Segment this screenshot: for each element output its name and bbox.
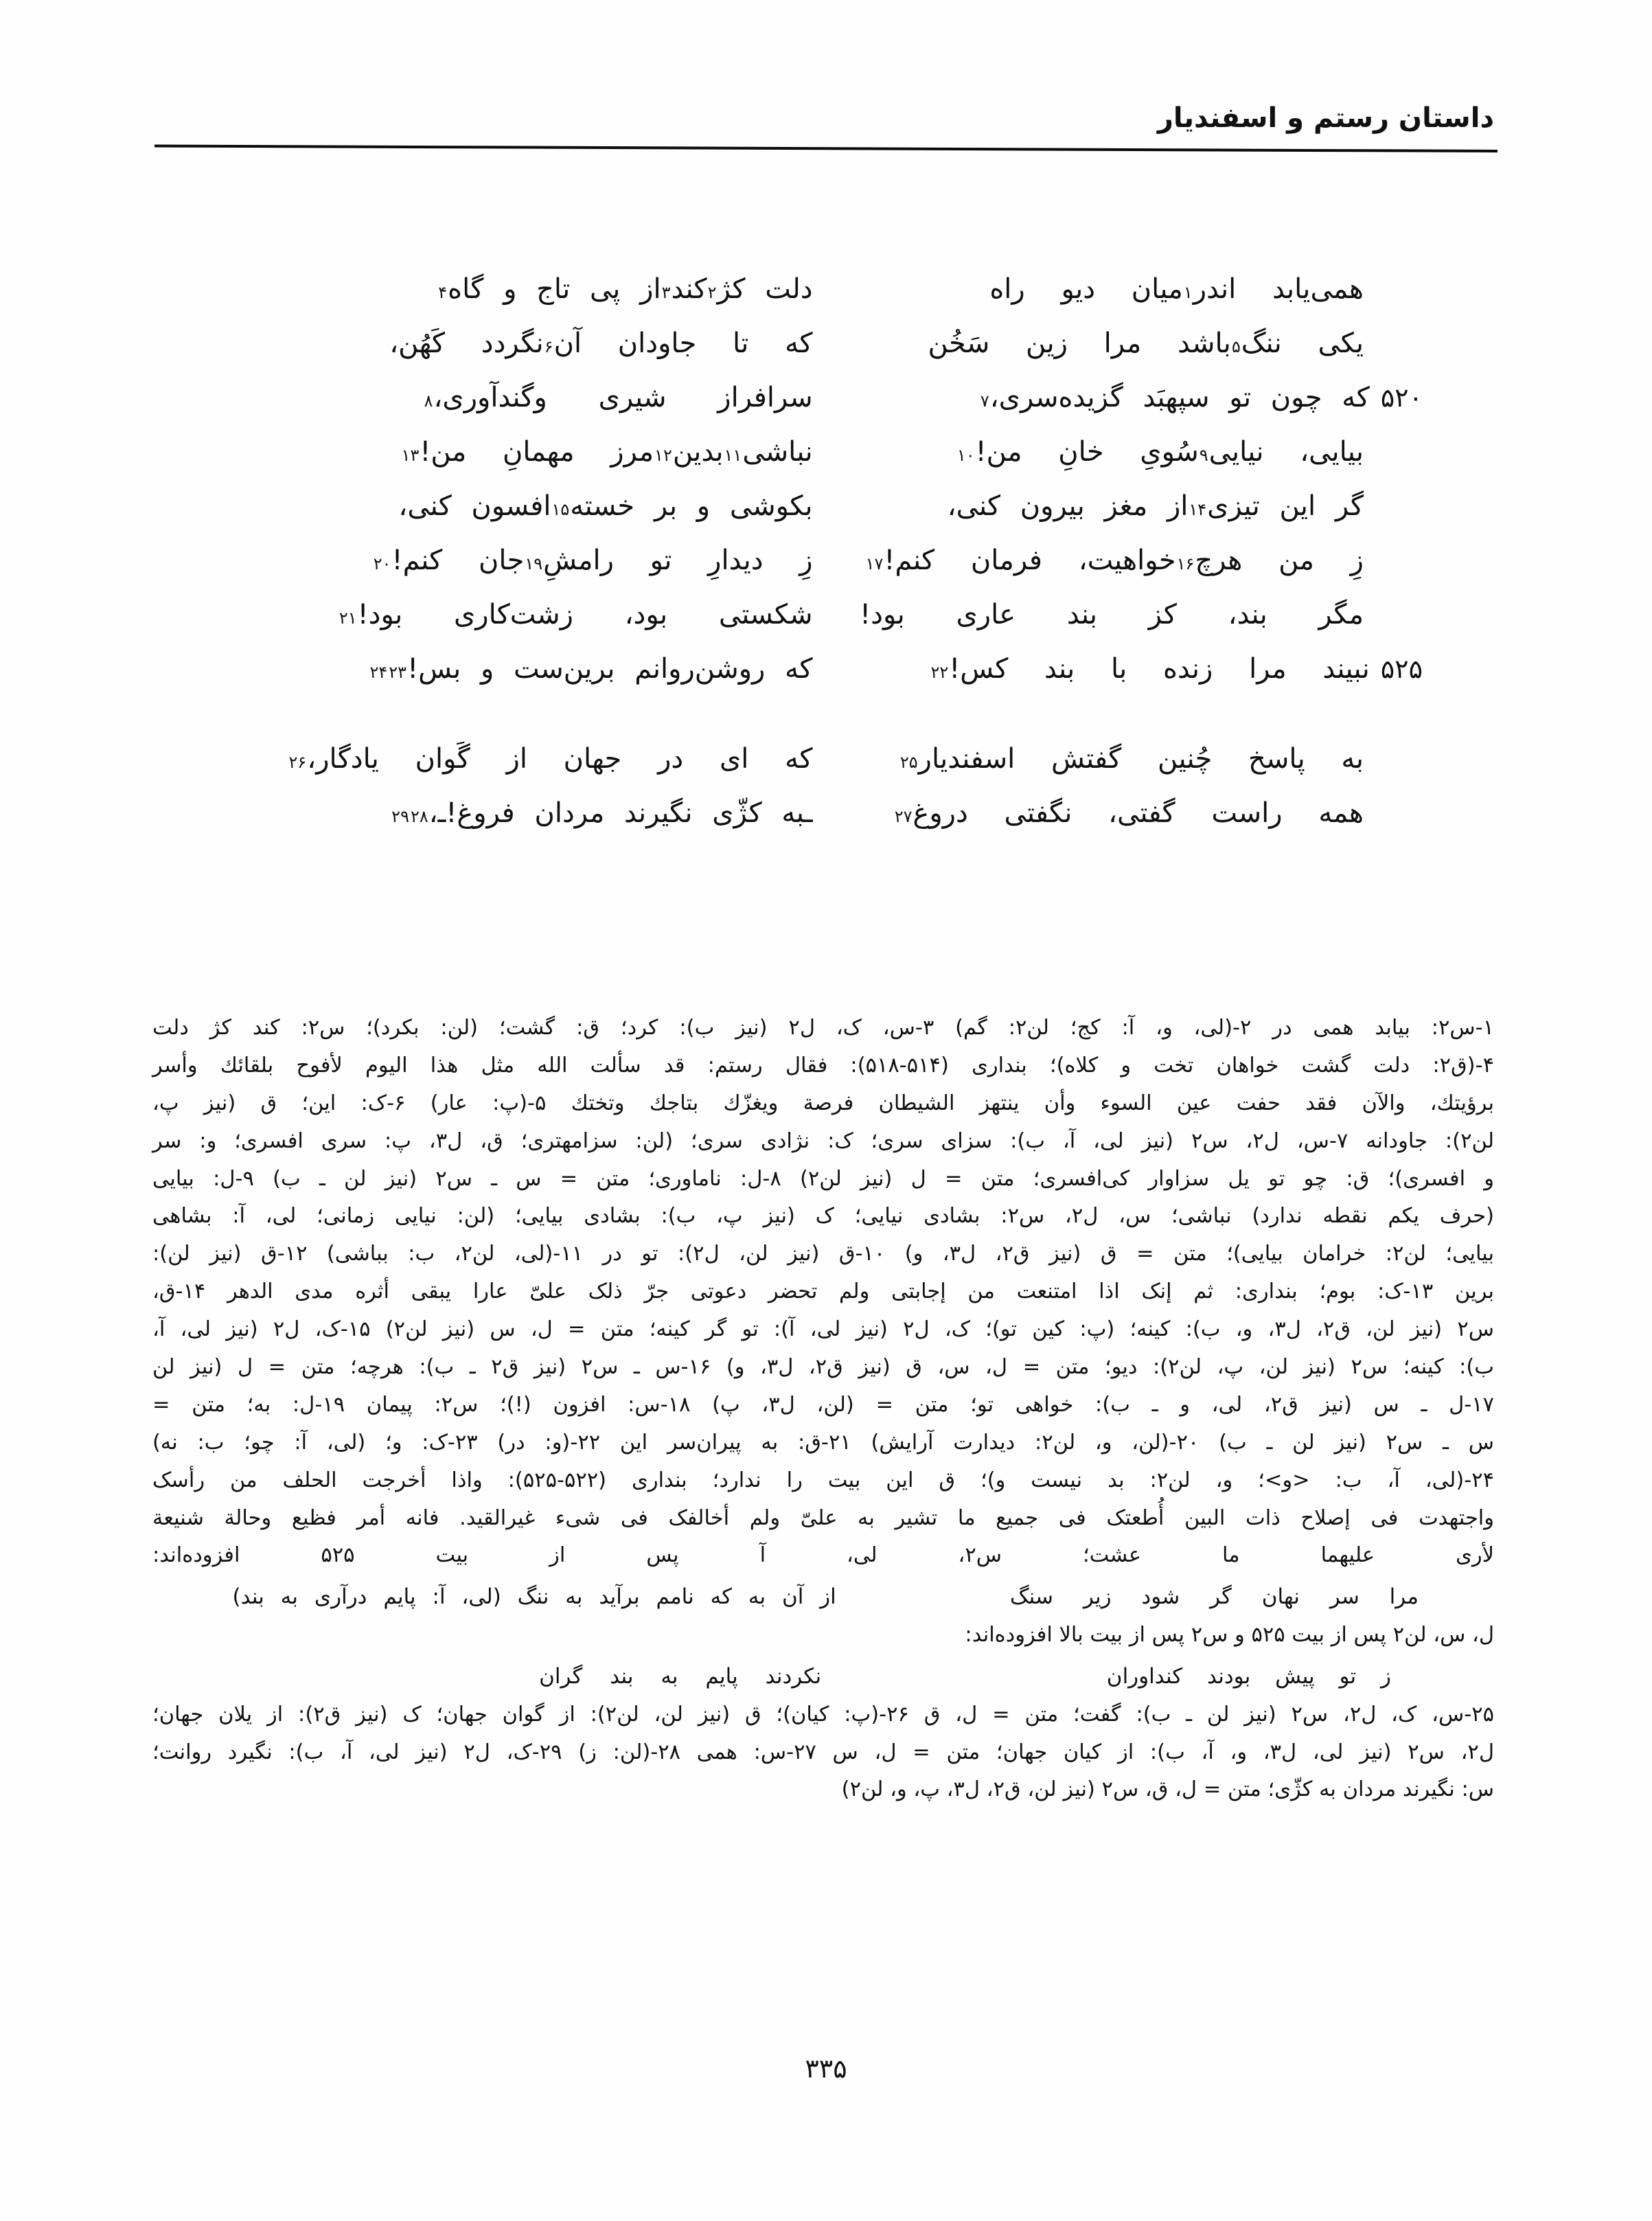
verse-line: [227, 485, 1425, 539]
apparatus-line: ۱-س۲: بیابد همی در ۲-(لی، و، آ: کج؛ لن۲: گم) ۳-س، ک، ل۲ (نیز ب): کرد؛ ق: گشت؛ (لن: بکرد)؛ س۲: کند کژ دلت: [152, 1016, 1495, 1040]
hemistich-left: [227, 431, 813, 473]
apparatus-line: س ـ س۲ (نیز لن ـ ب) ۲۰-(لن، و، لن۲: دیدارت آرایش) ۲۱-ق: به پیران‌سر این ۲۲-(و: در) ۲۳-ک: و؛ (لی، آ: چو؛ ب: نه): [152, 1430, 1494, 1455]
hemistich-right: [813, 738, 1425, 780]
verse-line: [227, 738, 1425, 792]
hemistich-text: یکی ننگ: [1241, 328, 1364, 359]
footnote-marker: ۷: [980, 391, 989, 411]
hemistich-text-mid: کند: [671, 273, 707, 305]
hemistich-text: ـبه کژّی نگیرند مردان فروغ!ـ،: [428, 797, 813, 829]
hemistich-right: [813, 539, 1425, 582]
hemistich-text: همه راست گفتی، نگفتی دروغ: [913, 797, 1364, 829]
verse-line: [227, 648, 1425, 702]
footnote-marker: ۱۹: [525, 554, 543, 573]
apparatus-line: بیایی؛ لن۲: خرامان بیایی)؛ متن = ق (نیز ق۲، ل۳، و) ۱۰-ق (نیز لن، ل۲): تو در ۱۱-(لی، لن۲، ب: بباشی) ۱۲-ق (نیز لن):: [152, 1242, 1494, 1266]
footnote-marker: ۱۶: [1176, 554, 1195, 573]
apparatus-line: ۲۴-(لی، آ، ب: <و>؛ و، لن۲: بد نیست و)؛ ق این بیت را ندارد؛ بنداری (۵۲۲-۵۲۵): واذا أخرجت الحلف من رأسک: [152, 1468, 1494, 1492]
verse-line: [227, 376, 1425, 431]
verse-line: [227, 268, 1425, 322]
hemistich-text: مگر بند، کز بند عاری بود!: [860, 599, 1364, 630]
footnote-marker: ۹: [1199, 446, 1208, 465]
apparatus-line: ب): کینه؛ س۲ (نیز لن، پ، لن۲): دیو؛ متن = ل، س، ق (نیز ق۲، ل۳، و) ۱۶-س ـ س۲ (نیز ق۲ ـ ب): هرچه؛ متن = ل (نیز لن: [152, 1355, 1494, 1380]
hemistich-text-tail: مرز مهمانِ من!: [420, 436, 654, 468]
footnote-marker: ۲۱: [339, 608, 357, 628]
apparatus-line: لأری علیهما ما عشت؛ س۲، لی، آ پس از بیت ۵۲۵ افزوده‌اند:: [152, 1543, 1494, 1568]
hemistich-right: [813, 431, 1425, 473]
hemistich-text-tail: از مغز بیرون کنی،: [947, 490, 1189, 522]
hemistich-text: شکستی بود، زشت‌کاری بود!: [357, 599, 813, 630]
hemistich-text: بکوشی و بر خسته: [570, 490, 813, 522]
footnote-marker: ۶: [544, 337, 553, 356]
critical-apparatus: [152, 1010, 1494, 1809]
apparatus-line: س۲ (نیز لن، ق۲، ل۳، و، ب): کینه؛ (پ: کین تو)؛ ک، ل۲ (نیز لی، آ): تو گر کینه؛ متن = ل، س (نیز لن۲) ۱۵-ک، ل۲ (نیز لی، آ،: [152, 1317, 1494, 1342]
apparatus-line: و افسری)؛ ق: چو تو یل سزاوار کی‌افسری؛ متن = ل (نیز لن۲) ۸-ل: ناماوری؛ متن = س ـ س۲ (نیز لن ـ ب) ۹-ل: بیایی: [152, 1166, 1494, 1191]
hemistich-text-tail: میان دیو راه: [989, 273, 1183, 305]
inset-hemistich-left: نکردند پایم به بند گران: [539, 1663, 822, 1689]
hemistich-left: [227, 322, 813, 365]
hemistich-right: [813, 648, 1425, 690]
inset-couplet: [152, 1659, 1494, 1695]
hemistich-text-mid: گندآوری،: [433, 382, 534, 413]
inset-hemistich-left: از آن به که نامم برآید به ننگ (لی، آ: پایم درآری به بند): [232, 1584, 836, 1610]
hemistich-right: [813, 376, 1425, 419]
footnote-marker: ۲۲: [930, 663, 949, 682]
hemistich-right: [813, 322, 1425, 365]
footnote-marker: ۱: [1183, 283, 1193, 302]
footnote-marker: ۱۷: [865, 554, 884, 573]
apparatus-line: برین ۱۳-ک: بوم؛ بنداری: ثم إنک اذا امتنعت من إجابتی ولم تحضر دعوتی جرّ ذلک علیّ عارا یبقی أثره مدی الدهر ۱۴-ق،: [152, 1279, 1495, 1304]
header-title: داستان رستم و اسفندیار: [1157, 102, 1494, 134]
apparatus-line: واجتهدت فی إصلاح ذات البین أُطعتک فی جمیع ما تشیر به علیّ ولم أخالفک فی شیء غیرالقید. فانه أمر فظیع وحالة شنیعة: [152, 1505, 1494, 1530]
apparatus-line: برؤيتك، والآن فقد حفت عين السوء وأن ينتهز الشيطان فرصة ويغزّك بتاجك وتختك ۵-(پ: عار) ۶-ک: این؛ ق (نیز پ،: [152, 1091, 1495, 1115]
verse-line: [227, 539, 1425, 593]
hemistich-text: دلت کژ: [717, 273, 813, 305]
verse-line: [227, 792, 1425, 846]
hemistich-right: [813, 485, 1425, 527]
footnote-marker: ۲۳: [389, 663, 407, 682]
hemistich-text-tail: خواهیت، فرمان کنم!: [884, 545, 1176, 576]
hemistich-text: بیایی، نیایی: [1208, 436, 1364, 468]
verse-number: ۵۲۵: [1380, 654, 1423, 684]
hemistich-text: که ای در جهان از گَوان یادگار،: [307, 743, 813, 775]
footnote-marker: ۲۶: [288, 753, 307, 772]
hemistich-left: [227, 593, 813, 636]
hemistich-left: [227, 792, 813, 834]
hemistich-left: [227, 485, 813, 527]
hemistich-left: [227, 738, 813, 780]
hemistich-text: که روشن‌روانم برین‌ست و بس!: [407, 653, 813, 685]
footnote-marker: ۵: [1231, 337, 1241, 356]
hemistich-text-mid: جان کنم!: [391, 545, 525, 576]
hemistich-left: [227, 376, 813, 419]
apparatus-line: ل، س، لن۲ پس از بیت ۵۲۵ و س۲ پس از بیت بالا افزوده‌اند:: [965, 1623, 1494, 1648]
footnote-marker: ۸: [424, 391, 433, 411]
hemistich-text: سرافراز شیری و: [534, 382, 813, 413]
hemistich-left: [227, 539, 813, 582]
apparatus-line: ۴-(ق۲: دلت گشت خواهان تخت و کلاه)؛ بنداری (۵۱۴-۵۱۸): فقال رستم: قد سألت الله مثل هذا اليوم لأفوح بلقائك وأسر: [152, 1053, 1494, 1078]
verse-line: [227, 322, 1425, 376]
inset-couplet: [152, 1579, 1494, 1615]
header-divider: [154, 144, 1498, 152]
hemistich-text: به پاسخ چُنین گفتش اسفندیار: [918, 743, 1364, 775]
page-number: ۳۳۵: [805, 2053, 847, 2084]
apparatus-paragraph: [152, 1617, 1494, 1654]
footnote-marker: ۱۳: [401, 446, 420, 465]
apparatus-line: ل۲، س۲ (نیز لی، ل۳، و، آ، ب): از کیان جهان؛ متن = ل، س ۲۷-س: همی ۲۸-(لن: ز) ۲۹-ک، ل۲ (نیز لی، آ، ب): نگیرد روانت؛: [152, 1740, 1494, 1764]
running-header: [154, 103, 1498, 179]
footnote-marker: ۲۷: [894, 807, 913, 826]
hemistich-right: [813, 593, 1425, 636]
hemistich-left: [227, 268, 813, 310]
hemistich-text: نبیند مرا زنده با بند کس!: [949, 653, 1370, 685]
footnote-marker: ۲۹: [391, 807, 409, 826]
hemistich-left: [227, 648, 813, 690]
footnote-marker: ۱۴: [1189, 500, 1207, 519]
apparatus-paragraph: [152, 1010, 1494, 1575]
apparatus-line: س: نگیرند مردان به کژّی؛ متن = ل، ق، س۲ (نیز لن، ق۲، ل۳، پ، و، لن۲): [841, 1777, 1494, 1802]
inset-hemistich-right: ز تو پیش بودند کنداوران: [1106, 1663, 1391, 1689]
footnote-marker: ۱۲: [654, 446, 672, 465]
footnote-marker: ۴: [438, 283, 448, 302]
hemistich-text: نباشی: [742, 436, 813, 468]
apparatus-line: (حرف یکم نقطه ندارد) نباشی؛ س، ل۲، س۲: بشادی نیایی؛ ک (نیز پ، ب): بشادی بیایی؛ (لن: نیایی زمانی؛ لی، آ: بشاهی: [152, 1204, 1494, 1229]
hemistich-text-tail: سُویِ خانِ من!: [975, 436, 1199, 468]
footnote-marker: ۱۱: [724, 446, 742, 465]
hemistich-right: [813, 268, 1425, 310]
footnote-marker: ۳: [661, 283, 671, 302]
hemistich-text: زِ دیدارِ تو رامشِ: [543, 545, 813, 576]
apparatus-paragraph: [152, 1696, 1494, 1810]
hemistich-text: که تا جاودان آن: [553, 328, 813, 359]
hemistich-text-tail: باشد مرا زین سَخُن: [928, 328, 1231, 359]
apparatus-line: لن۲): جاودانه ۷-س، ل۲، س۲ (نیز لی، آ، ب): سزای سری؛ ک: نژادی سری؛ (لن: سزامهتری؛ ق، ل۳، پ: سری افسری؛ و: سر: [152, 1128, 1494, 1153]
footnote-marker: ۲۸: [410, 807, 428, 826]
footnote-marker: ۲۵: [899, 753, 918, 772]
verse-line: [227, 593, 1425, 648]
verse-block: [227, 268, 1425, 846]
hemistich-text: همی‌یابد اندر: [1193, 273, 1364, 305]
footnote-marker: ۱۵: [551, 500, 570, 519]
hemistich-text-tail: از پی تاج و گاه: [448, 273, 661, 305]
apparatus-line: ۲۵-س، ک، ل۲، س۲ (نیز لن ـ ب): گفت؛ متن = ل، ق ۲۶-(پ: کیان)؛ ق (نیز لن، لن۲): از گوان جهان؛ ک (نیز ق۲): از یلان جهان؛: [152, 1702, 1495, 1727]
hemistich-text: گر این تیزی: [1207, 490, 1364, 522]
verse-number: ۵۲۰: [1380, 383, 1423, 413]
hemistich-text-mid: بدین: [672, 436, 724, 468]
apparatus-line: ۱۷-ل ـ س (نیز ق۲، لی، و ـ ب): خواهی تو؛ متن = (لن، ل۳، پ) ۱۸-س: افزون (!)؛ س۲: پیمان ۱۹-ل: به؛ متن =: [152, 1392, 1494, 1417]
footnote-marker: ۲۴: [369, 663, 388, 682]
hemistich-text: که چون تو سپهبَد گزیده‌سری،: [989, 382, 1370, 413]
footnote-marker: ۲: [707, 283, 717, 302]
hemistich-text: زِ من هرچ: [1195, 545, 1364, 576]
inset-hemistich-right: مرا سر نهان گر شود زیر سنگ: [1009, 1584, 1419, 1610]
hemistich-text-mid: نگردد کَهُن،: [389, 328, 544, 359]
hemistich-right: [813, 792, 1425, 834]
footnote-marker: ۱۰: [956, 446, 975, 465]
footnote-marker: ۲۰: [373, 554, 391, 573]
hemistich-text-mid: افسون کنی،: [398, 490, 551, 522]
verse-line: [227, 431, 1425, 485]
